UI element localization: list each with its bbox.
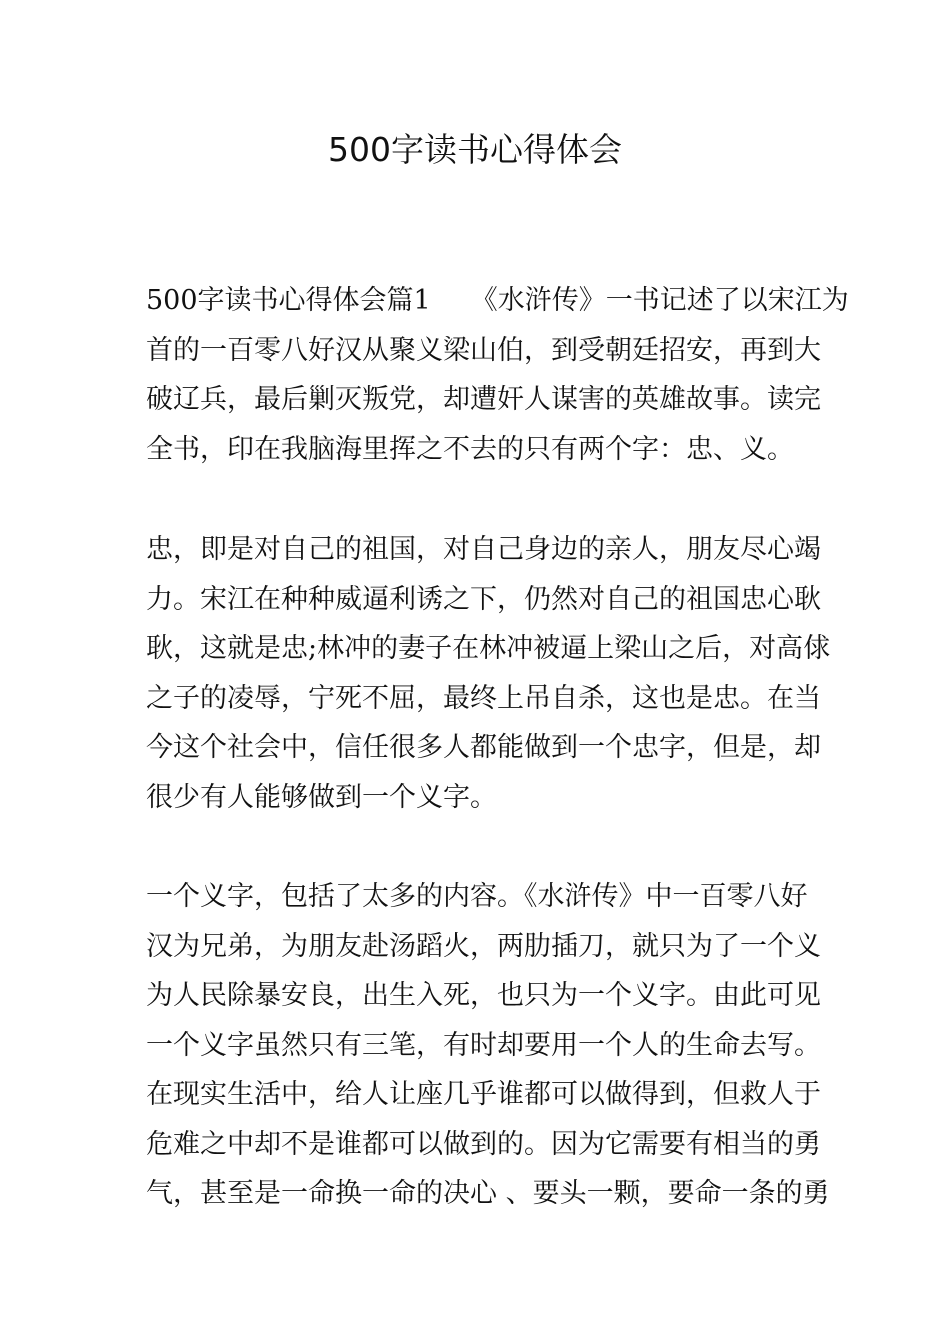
paragraph-line: 破辽兵，最后剿灭叛党，却遭奸人谋害的英雄故事。读完 [146,384,821,415]
paragraph-line: 耿，这就是忠;林冲的妻子在林冲被逼上梁山之后，对高俅 [146,633,831,664]
paragraph-line: 力。宋江在种种威逼利诱之下，仍然对自己的祖国忠心耿 [146,583,821,615]
paragraph-line: 为人民除暴安良，出生入死，也只为一个义字。由此可见 [146,980,821,1011]
paragraph-line: 危难之中却不是谁都可以做到的。因为它需要有相当的勇 [146,1128,821,1160]
paragraph-line: 很少有人能够做到一个义字。 [146,781,497,813]
document-title: 500字读书心得体会 [328,130,622,169]
paragraph-line: 首的一百零八好汉从聚义梁山伯，到受朝廷招安，再到大 [146,334,821,366]
paragraph-line: 全书，印在我脑海里挥之不去的只有两个字：忠、义。 [146,433,794,465]
paragraph-line: 今这个社会中，信任很多人都能做到一个忠字，但是，却 [146,732,821,763]
section-heading: 500字读书心得体会篇1 [146,285,431,316]
paragraph-2 [146,525,831,822]
paragraph-line: 在现实生活中，给人让座几乎谁都可以做得到，但救人于 [146,1079,821,1110]
paragraph-text: 《水浒传》一书记述了以宋江为 [470,285,849,316]
paragraph-line: 一个义字虽然只有三笔，有时却要用一个人的生命去写。 [146,1029,821,1061]
paragraph-1 [146,276,849,474]
paragraph-line: 之子的凌辱，宁死不屈，最终上吊自杀，这也是忠。在当 [146,682,821,714]
paragraph-line: 一个义字，包括了太多的内容。《水浒传》中一百零八好 [146,881,808,912]
paragraph-3 [146,872,830,1219]
paragraph-line: 忠，即是对自己的祖国，对自己身边的亲人，朋友尽心竭 [146,534,821,565]
paragraph-line: 汉为兄弟，为朋友赴汤蹈火，两肋插刀，就只为了一个义 [146,930,821,962]
paragraph-line: 气，甚至是一命换一命的决心 、要头一颗，要命一条的勇 [146,1178,830,1209]
paragraph-line [146,276,849,326]
